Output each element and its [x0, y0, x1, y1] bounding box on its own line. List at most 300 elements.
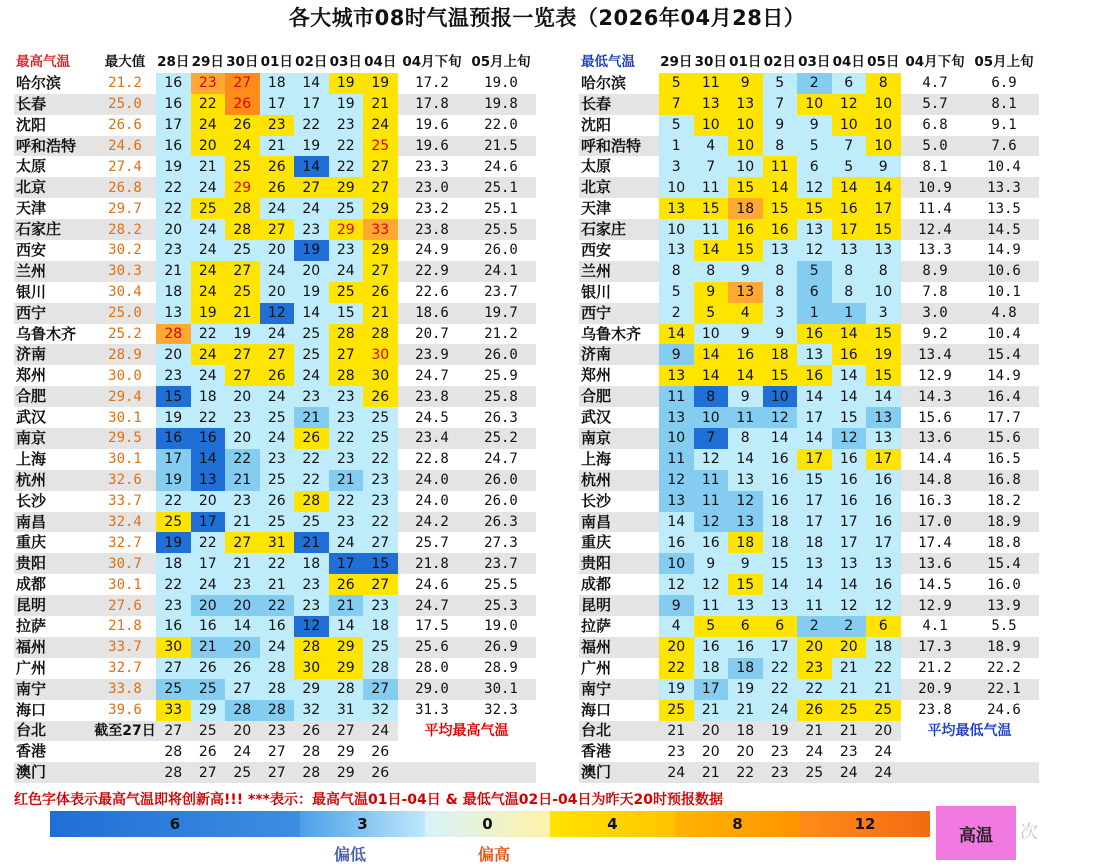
temp-cell: 24 [191, 240, 226, 261]
period-average: 28.9 [484, 660, 518, 677]
temp-cell: 12 [797, 240, 832, 261]
temp-cell: 7 [832, 136, 867, 157]
temp-cell: 17 [156, 449, 191, 470]
temp-cell: 25 [260, 407, 295, 428]
city-name: 南昌 [579, 512, 659, 533]
table-row [579, 721, 1039, 742]
max-temperature-table [14, 52, 536, 783]
city-name: 长沙 [581, 491, 612, 510]
period-average [467, 741, 536, 762]
max-value: 30.1 [108, 451, 142, 468]
temp-cell: 20 [260, 282, 295, 303]
temp-cell: 13 [866, 553, 901, 574]
period-average: 28.0 [415, 660, 449, 677]
period-average: 5.7 [901, 94, 970, 115]
temp-cell: 16 [260, 616, 295, 637]
table-row [14, 324, 536, 345]
temp-cell: 13 [797, 219, 832, 240]
temp-cell: 22 [191, 532, 226, 553]
table-row [14, 491, 536, 512]
temp-cell: 8 [694, 386, 729, 407]
period-average: 23.8 [918, 702, 952, 719]
temp-cell: 8 [866, 261, 901, 282]
period-average [467, 762, 536, 783]
temp-cell: 21 [694, 762, 729, 783]
temp-cell: 20 [701, 743, 720, 760]
temp-cell: 17 [294, 94, 329, 115]
temp-cell: 24 [191, 115, 226, 136]
temp-cell: 12 [694, 512, 729, 533]
temp-cell: 20 [260, 240, 295, 261]
temp-cell: 11 [659, 386, 694, 407]
temp-cell: 24 [294, 198, 329, 219]
temp-cell: 22 [260, 595, 295, 616]
max-value: 33.8 [94, 679, 156, 700]
max-value: 30.1 [108, 409, 142, 426]
period-average: 24.5 [415, 409, 449, 426]
table-row [579, 741, 1039, 762]
temp-cell: 12 [694, 574, 729, 595]
temp-cell: 23 [156, 365, 191, 386]
temp-cell: 21 [832, 679, 867, 700]
table-row [14, 94, 536, 115]
temp-cell: 30 [363, 344, 398, 365]
temp-cell: 6 [797, 156, 832, 177]
temp-cell: 12 [832, 428, 867, 449]
period-average: 6.8 [922, 117, 948, 134]
city-name: 呼和浩特 [579, 136, 659, 157]
temp-cell: 25 [225, 762, 260, 783]
temp-cell: 22 [363, 449, 398, 470]
temp-cell: 24 [260, 261, 295, 282]
temp-cell: 16 [191, 428, 226, 449]
temp-cell: 27 [363, 156, 398, 177]
temp-cell: 9 [728, 261, 763, 282]
temp-cell: 23 [329, 115, 364, 136]
temp-cell: 28 [294, 491, 329, 512]
column-header-period: 05月上旬 [471, 53, 531, 70]
period-average: 13.6 [901, 553, 970, 574]
temp-cell: 19 [659, 679, 694, 700]
temp-cell: 23 [770, 743, 789, 760]
period-average: 4.8 [970, 303, 1039, 324]
temp-cell: 20 [191, 491, 226, 512]
table-row [579, 637, 1039, 658]
temp-cell: 25 [363, 407, 398, 428]
temp-cell: 22 [191, 94, 226, 115]
temp-cell: 14 [659, 512, 694, 533]
temp-cell: 14 [763, 428, 798, 449]
max-value: 截至27日 [94, 721, 156, 742]
temp-cell: 16 [866, 512, 901, 533]
temp-cell: 13 [763, 595, 798, 616]
period-average: 4.1 [922, 618, 948, 635]
temp-cell: 27 [225, 261, 260, 282]
temp-cell: 25 [191, 198, 226, 219]
table-row [14, 470, 536, 491]
temp-cell: 22 [728, 762, 763, 783]
period-average: 31.3 [415, 702, 449, 719]
temp-cell: 27 [225, 365, 260, 386]
table-row [14, 700, 536, 721]
temp-cell: 14 [294, 156, 329, 177]
temp-cell: 19 [329, 94, 364, 115]
temp-cell: 8 [728, 428, 763, 449]
temp-cell: 3 [866, 303, 901, 324]
temp-cell: 29 [329, 658, 364, 679]
period-average: 14.5 [970, 219, 1039, 240]
period-average: 25.2 [467, 428, 536, 449]
city-name: 上海 [581, 449, 612, 468]
temp-cell: 22 [763, 679, 798, 700]
period-average: 32.3 [484, 702, 518, 719]
period-average: 15.6 [918, 409, 952, 426]
period-average: 15.4 [970, 344, 1039, 365]
legend-seg-cool [300, 811, 425, 837]
period-average [398, 762, 467, 783]
table-row [579, 303, 1039, 324]
table-row [579, 553, 1039, 574]
column-header-day: 30日 [226, 53, 259, 70]
city-name: 天津 [581, 199, 612, 218]
temp-cell: 15 [763, 198, 798, 219]
temp-cell: 15 [329, 303, 364, 324]
temp-cell: 18 [728, 658, 763, 679]
max-value: 25.0 [94, 94, 156, 115]
period-average: 23.4 [398, 428, 467, 449]
temp-cell: 28 [302, 743, 321, 760]
legend-tick: 12 [854, 815, 876, 833]
city-name: 贵阳 [579, 553, 659, 574]
table-row [14, 261, 536, 282]
temp-cell: 23 [260, 721, 295, 742]
table-row [579, 261, 1039, 282]
legend-tick: 6 [169, 815, 181, 833]
temp-cell: 21 [225, 303, 260, 324]
temp-cell: 10 [866, 94, 901, 115]
temp-cell: 16 [156, 73, 191, 94]
temp-cell: 28 [225, 700, 260, 721]
temp-cell: 16 [832, 344, 867, 365]
legend-seg-hot [675, 811, 800, 837]
max-value [94, 762, 156, 783]
temp-cell: 25 [797, 762, 832, 783]
city-name: 台北 [14, 721, 94, 742]
temp-cell: 14 [832, 574, 867, 595]
temp-cell: 26 [198, 743, 217, 760]
city-name: 成都 [16, 575, 47, 594]
temp-cell: 12 [294, 616, 329, 637]
period-average: 25.6 [398, 637, 467, 658]
temp-cell: 20 [866, 721, 901, 742]
temp-cell: 25 [191, 679, 226, 700]
city-name: 西宁 [14, 303, 94, 324]
period-average: 9.1 [991, 117, 1017, 134]
temp-cell: 18 [156, 282, 191, 303]
temp-cell: 21 [191, 156, 226, 177]
temp-cell: 18 [763, 532, 798, 553]
period-average: 15.6 [970, 428, 1039, 449]
temp-cell: 1 [797, 303, 832, 324]
temp-cell: 10 [763, 386, 798, 407]
temp-cell: 16 [832, 198, 867, 219]
temp-cell: 1 [659, 136, 694, 157]
temp-cell: 23 [329, 512, 364, 533]
temp-cell: 17 [797, 449, 832, 470]
period-average: 16.5 [987, 451, 1021, 468]
period-average [970, 762, 1039, 783]
period-average: 24.6 [987, 702, 1021, 719]
max-value: 28.9 [94, 344, 156, 365]
temp-cell: 27 [329, 344, 364, 365]
period-average: 19.8 [467, 94, 536, 115]
temp-cell: 23 [667, 743, 686, 760]
table-row [14, 136, 536, 157]
temp-cell: 5 [694, 303, 729, 324]
temp-cell: 18 [191, 386, 226, 407]
temp-cell: 8 [763, 282, 798, 303]
temp-cell: 13 [797, 553, 832, 574]
temp-cell: 25 [832, 700, 867, 721]
temp-cell: 5 [832, 156, 867, 177]
table-row [579, 115, 1039, 136]
temp-cell: 25 [225, 282, 260, 303]
temp-cell: 8 [832, 261, 867, 282]
temp-cell: 28 [225, 198, 260, 219]
min-temperature-table [579, 52, 1039, 783]
table-row [14, 386, 536, 407]
temp-cell: 24 [659, 762, 694, 783]
period-average: 9.2 [922, 326, 948, 343]
max-value [94, 741, 156, 762]
temp-cell: 16 [797, 365, 832, 386]
temp-cell: 5 [659, 73, 694, 94]
temp-cell: 12 [832, 595, 867, 616]
city-name: 郑州 [581, 366, 612, 385]
period-average: 24.7 [484, 451, 518, 468]
temp-cell: 21 [832, 721, 867, 742]
temp-cell: 17 [866, 532, 901, 553]
temp-cell: 22 [363, 512, 398, 533]
period-average: 10.4 [987, 326, 1021, 343]
temp-cell: 16 [763, 219, 798, 240]
temp-cell: 14 [694, 365, 729, 386]
period-average [901, 741, 970, 762]
column-header-day: 29日 [191, 53, 224, 70]
city-name: 乌鲁木齐 [16, 324, 77, 343]
temp-cell: 16 [156, 94, 191, 115]
temp-cell: 21 [659, 721, 694, 742]
temp-cell: 21 [225, 470, 260, 491]
column-header-period: 05月上旬 [974, 53, 1034, 70]
temp-cell: 23 [294, 219, 329, 240]
city-name: 北京 [579, 177, 659, 198]
table-row [579, 470, 1039, 491]
temp-cell: 12 [832, 94, 867, 115]
period-average: 8.9 [901, 261, 970, 282]
period-average: 23.8 [398, 386, 467, 407]
period-average: 18.9 [970, 637, 1039, 658]
temp-cell: 19 [866, 344, 901, 365]
city-name: 太原 [581, 157, 612, 176]
table-row [14, 365, 536, 386]
temp-cell: 9 [866, 156, 901, 177]
temp-cell: 22 [294, 470, 329, 491]
temp-cell: 17 [763, 637, 798, 658]
period-average: 13.3 [970, 177, 1039, 198]
temp-cell: 19 [728, 679, 763, 700]
temp-cell: 27 [294, 177, 329, 198]
max-value: 29.4 [94, 386, 156, 407]
temp-cell: 23 [225, 407, 260, 428]
period-average: 3.0 [901, 303, 970, 324]
city-name: 长春 [579, 94, 659, 115]
temp-cell: 20 [225, 595, 260, 616]
temp-cell: 23 [294, 574, 329, 595]
temp-cell: 15 [728, 574, 763, 595]
temp-cell: 15 [728, 240, 763, 261]
temp-cell: 17 [191, 512, 226, 533]
temp-cell: 16 [763, 449, 798, 470]
temp-cell: 15 [694, 198, 729, 219]
city-name: 福州 [14, 637, 94, 658]
temp-cell: 21 [260, 574, 295, 595]
temp-cell: 13 [728, 282, 763, 303]
temp-cell: 18 [294, 553, 329, 574]
temp-cell: 9 [659, 595, 694, 616]
temp-cell: 30 [156, 637, 191, 658]
temp-cell: 29 [329, 762, 364, 783]
temp-cell: 14 [832, 324, 867, 345]
temp-cell: 18 [763, 512, 798, 533]
table-row [14, 532, 536, 553]
temp-cell: 24 [191, 365, 226, 386]
temp-cell: 14 [763, 177, 798, 198]
city-name: 香港 [581, 742, 612, 761]
period-average: 17.7 [987, 409, 1021, 426]
temp-cell: 29 [225, 177, 260, 198]
temp-cell: 27 [260, 344, 295, 365]
column-header-day: 03日 [798, 53, 831, 70]
temp-cell: 17 [797, 407, 832, 428]
period-average: 21.2 [484, 326, 518, 343]
city-name: 广州 [581, 658, 612, 677]
period-average: 20.9 [901, 679, 970, 700]
temp-cell: 15 [728, 177, 763, 198]
period-average: 24.9 [415, 242, 449, 259]
temp-cell: 22 [866, 658, 901, 679]
city-name: 海口 [16, 700, 47, 719]
temp-cell: 26 [225, 658, 260, 679]
temp-cell: 24 [866, 762, 901, 783]
temp-cell: 25 [156, 679, 191, 700]
temp-cell: 21 [225, 512, 260, 533]
temp-cell: 16 [156, 136, 191, 157]
temp-cell: 10 [694, 115, 729, 136]
table-row [579, 679, 1039, 700]
period-average: 25.5 [484, 576, 518, 593]
temp-cell: 20 [225, 428, 260, 449]
temp-cell: 32 [294, 700, 329, 721]
period-average: 22.0 [484, 117, 518, 134]
table-row [579, 240, 1039, 261]
temp-cell: 22 [763, 658, 798, 679]
temp-cell: 5 [659, 282, 694, 303]
temp-cell: 6 [866, 616, 901, 637]
period-average: 24.7 [415, 367, 449, 384]
max-value: 30.7 [94, 553, 156, 574]
temp-cell: 3 [763, 303, 798, 324]
column-header-day: 04日 [364, 53, 397, 70]
temp-cell: 23 [260, 115, 295, 136]
city-name: 济南 [579, 344, 659, 365]
temp-cell: 16 [797, 324, 832, 345]
temp-cell: 10 [832, 115, 867, 136]
city-name: 天津 [16, 199, 47, 218]
table-row [579, 73, 1039, 94]
period-average: 25.9 [484, 367, 518, 384]
temp-cell: 7 [694, 156, 729, 177]
temp-cell: 17 [156, 115, 191, 136]
city-name: 台北 [579, 721, 659, 742]
temp-cell: 2 [797, 616, 832, 637]
table-row [579, 407, 1039, 428]
temp-cell: 19 [156, 532, 191, 553]
city-name: 广州 [16, 658, 47, 677]
period-average [901, 762, 970, 783]
temp-cell: 23 [329, 407, 364, 428]
temp-cell: 10 [728, 115, 763, 136]
temp-cell: 4 [728, 303, 763, 324]
temp-cell: 6 [728, 616, 763, 637]
table-row [579, 156, 1039, 177]
temp-cell: 14 [294, 303, 329, 324]
temp-cell: 10 [694, 324, 729, 345]
temp-cell: 20 [832, 637, 867, 658]
temp-cell: 14 [225, 616, 260, 637]
temp-cell: 9 [728, 73, 763, 94]
period-average: 21.2 [918, 660, 952, 677]
temp-cell: 20 [191, 595, 226, 616]
max-value: 30.1 [108, 576, 142, 593]
city-name: 济南 [14, 344, 94, 365]
temp-cell: 26 [225, 94, 260, 115]
table-row [579, 491, 1039, 512]
temp-cell: 13 [832, 553, 867, 574]
temp-cell: 32 [363, 700, 398, 721]
table-row [579, 428, 1039, 449]
legend-high-temp-box: 高温 [936, 806, 1016, 860]
temp-cell: 12 [866, 595, 901, 616]
period-average: 23.7 [484, 284, 518, 301]
temp-cell: 25 [866, 700, 901, 721]
period-average: 24.6 [415, 576, 449, 593]
temp-cell: 16 [763, 491, 798, 512]
temp-cell: 17 [191, 553, 226, 574]
city-name: 呼和浩特 [14, 136, 94, 157]
city-name: 杭州 [14, 470, 94, 491]
temp-cell: 15 [866, 324, 901, 345]
city-name: 杭州 [579, 470, 659, 491]
temp-cell: 24 [832, 762, 867, 783]
city-name: 长沙 [16, 491, 47, 510]
temp-cell: 23 [797, 658, 832, 679]
period-average: 18.9 [970, 512, 1039, 533]
max-value: 28.2 [94, 219, 156, 240]
temp-cell: 21 [225, 553, 260, 574]
temp-cell: 19 [294, 282, 329, 303]
temp-cell: 14 [329, 616, 364, 637]
